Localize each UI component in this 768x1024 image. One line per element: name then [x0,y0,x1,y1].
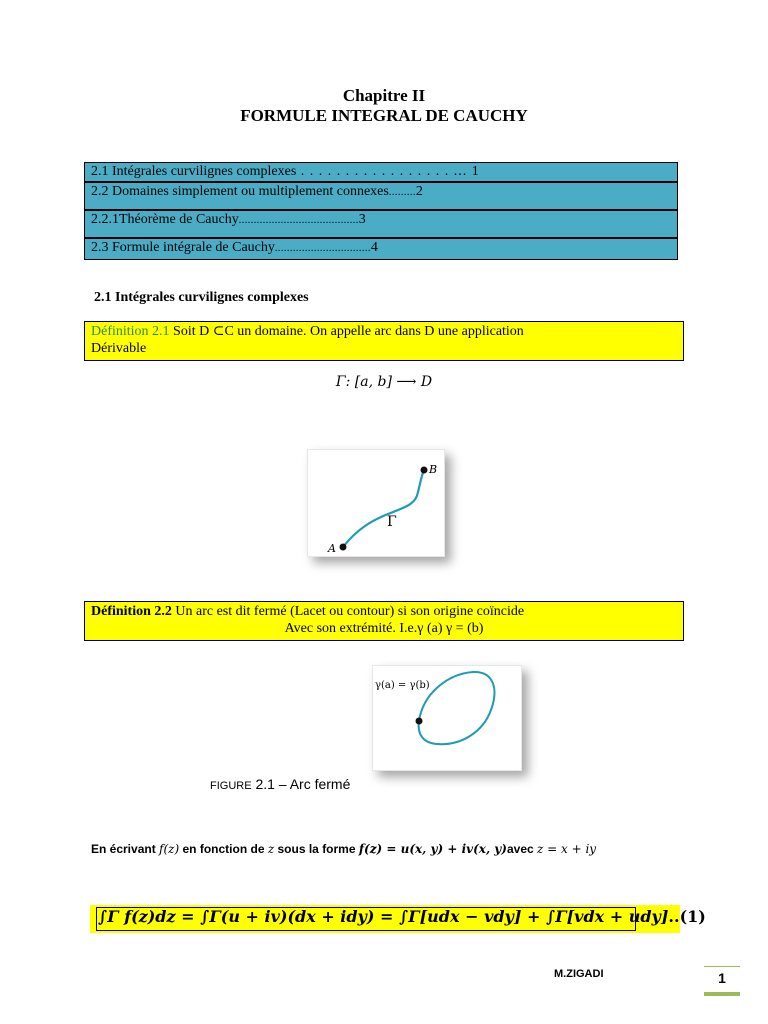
equation-number: ..(1) [668,907,706,926]
toc-item-2-3[interactable] [84,238,678,260]
toc-item-page: 1 [471,164,479,179]
toc-item-dots: ......... [388,187,416,198]
toc-item-label: 2.2 Domaines simplement ou multiplement connexes [91,184,389,199]
definition-text: Soit D ⊂C un domaine. On appelle arc dans D une application [169,324,524,339]
arc-figure [307,449,445,557]
point-a-label: A [328,542,336,555]
math-f-decomposition: f(z) = u(x, y) + iv(x, y) [358,842,507,856]
arc-curve-illustration [308,450,444,556]
equation-1 [98,907,706,926]
sentence-text: sous la forme [274,842,359,856]
definition-label: Définition 2.1 [91,324,170,339]
equation-1-highlight [90,905,706,933]
sentence-text: En écrivant [91,842,160,856]
toc-item-2-2-1[interactable] [84,210,678,238]
definition-text-continued: Avec son extrémité. I.e.γ (a) γ = (b) [284,621,484,636]
definition-text-continued: Dérivable [91,341,147,356]
math-z-definition: z = x + iy [537,842,597,856]
chapter-label: Chapitre II [342,86,426,105]
page-number: 1 [718,970,726,986]
point-b-label: B [429,463,438,476]
definition-2-1-box [84,321,684,361]
toc-item-page: 4 [370,240,378,255]
body-sentence [91,842,596,856]
closed-arc-label: γ(a) = γ(b) [375,680,430,691]
sentence-text: en fonction de [179,842,268,856]
section-heading: 2.1 Intégrales curvilignes complexes [94,290,309,305]
closed-curve-illustration [373,666,521,770]
author-name: M.ZIGADI [554,968,604,980]
toc-item-dots: ........................................ [238,215,359,226]
toc-item-2-1[interactable] [84,162,678,182]
page-number-box [704,966,740,994]
figure-caption-prefix: FIGURE [210,780,252,792]
definition-label: Définition 2.2 [91,604,172,619]
toc-item-label: 2.2.1Théorème de Cauchy [91,212,239,227]
toc-item-2-2[interactable] [84,182,678,210]
figure-caption-text: 2.1 – Arc fermé [251,776,351,792]
toc-item-dots: . . . . . . . . . . . . . . . . . ... [296,164,472,179]
toc-item-page: 2 [415,184,423,199]
math-fz: f(z) [159,842,180,856]
definition-text: Un arc est dit fermé (Lacet ou contour) si son origine coïncide [171,604,525,619]
table-of-contents [84,162,680,260]
gamma-label: Γ [387,514,397,530]
figure-caption [210,776,350,792]
definition-2-2-box [84,601,684,641]
sentence-text: avec [506,842,537,856]
toc-item-dots: ................................ [274,243,371,254]
chapter-title: FORMULE INTEGRAL DE CAUCHY [240,106,528,125]
equation-body: ∫Γ f(z)dz = ∫Γ(u + iv)(dx + idy) = ∫Γ[udx − vdy] + ∫Γ[vdx + udy] [98,907,669,926]
closed-arc-figure [372,665,522,771]
toc-item-label: 2.3 Formule intégrale de Cauchy [91,240,275,255]
toc-item-label: 2.1 Intégrales curvilignes complexes [91,164,297,179]
arc-formula: Γ: [a, b] ⟶ D [335,374,433,390]
toc-item-page: 3 [358,212,366,227]
math-z: z [267,842,275,856]
